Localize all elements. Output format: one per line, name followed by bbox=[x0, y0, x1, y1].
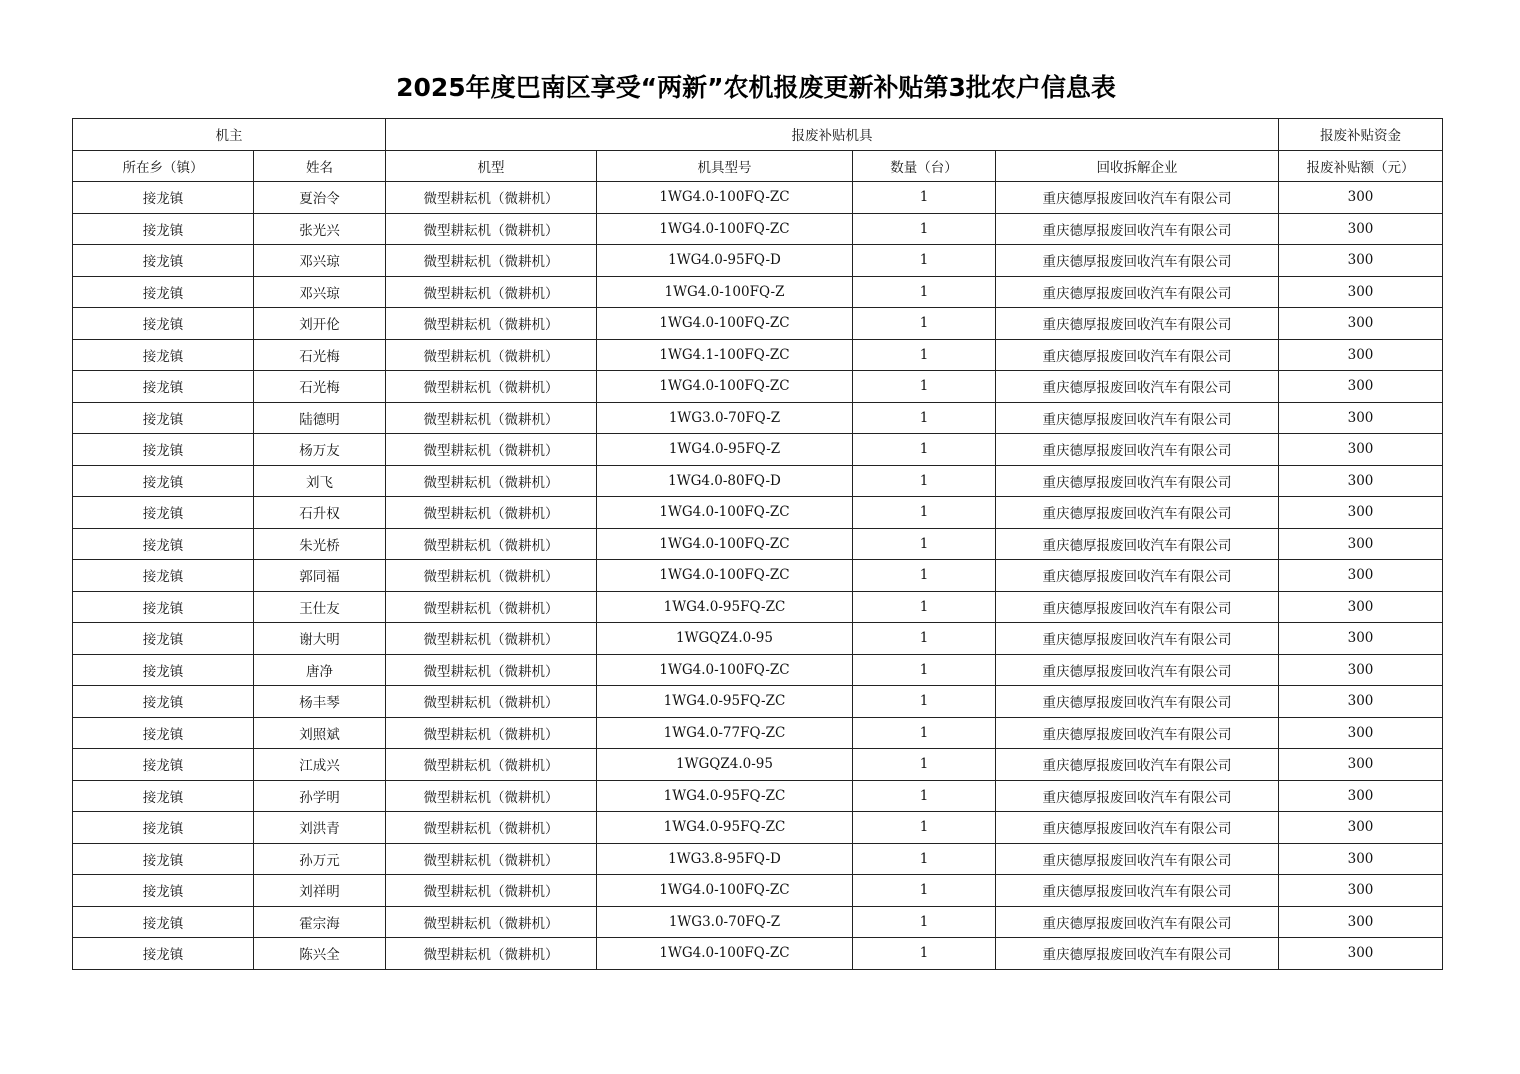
cell-machine-type: 微型耕耘机（微耕机） bbox=[386, 906, 597, 938]
cell-machine-type: 微型耕耘机（微耕机） bbox=[386, 591, 597, 623]
cell-model-number: 1WG4.0-100FQ-ZC bbox=[597, 182, 853, 214]
header-group-owner: 机主 bbox=[73, 119, 386, 151]
cell-township: 接龙镇 bbox=[73, 812, 254, 844]
cell-name: 刘飞 bbox=[254, 465, 386, 497]
table-row bbox=[73, 906, 1443, 938]
cell-name: 刘照斌 bbox=[254, 717, 386, 749]
table-row bbox=[73, 213, 1443, 245]
cell-township: 接龙镇 bbox=[73, 843, 254, 875]
cell-recycling-company: 重庆德厚报废回收汽车有限公司 bbox=[996, 497, 1279, 529]
cell-model-number: 1WG4.0-100FQ-ZC bbox=[597, 308, 853, 340]
cell-machine-type: 微型耕耘机（微耕机） bbox=[386, 465, 597, 497]
cell-model-number: 1WG4.0-77FQ-ZC bbox=[597, 717, 853, 749]
cell-quantity: 1 bbox=[853, 434, 996, 466]
cell-name: 孙学明 bbox=[254, 780, 386, 812]
cell-machine-type: 微型耕耘机（微耕机） bbox=[386, 654, 597, 686]
cell-model-number: 1WGQZ4.0-95 bbox=[597, 623, 853, 655]
cell-machine-type: 微型耕耘机（微耕机） bbox=[386, 560, 597, 592]
column-header-subsidy-amount: 报废补贴额（元） bbox=[1279, 150, 1443, 182]
cell-machine-type: 微型耕耘机（微耕机） bbox=[386, 717, 597, 749]
cell-name: 杨万友 bbox=[254, 434, 386, 466]
table-body bbox=[73, 182, 1443, 970]
cell-name: 石升权 bbox=[254, 497, 386, 529]
cell-quantity: 1 bbox=[853, 308, 996, 340]
cell-name: 刘开伦 bbox=[254, 308, 386, 340]
cell-subsidy-amount: 300 bbox=[1279, 654, 1443, 686]
cell-model-number: 1WG4.0-95FQ-Z bbox=[597, 434, 853, 466]
cell-recycling-company: 重庆德厚报废回收汽车有限公司 bbox=[996, 308, 1279, 340]
cell-machine-type: 微型耕耘机（微耕机） bbox=[386, 843, 597, 875]
cell-model-number: 1WG3.0-70FQ-Z bbox=[597, 906, 853, 938]
cell-township: 接龙镇 bbox=[73, 339, 254, 371]
cell-subsidy-amount: 300 bbox=[1279, 843, 1443, 875]
cell-name: 石光梅 bbox=[254, 371, 386, 403]
table-row bbox=[73, 402, 1443, 434]
cell-machine-type: 微型耕耘机（微耕机） bbox=[386, 402, 597, 434]
cell-name: 郭同福 bbox=[254, 560, 386, 592]
cell-machine-type: 微型耕耘机（微耕机） bbox=[386, 339, 597, 371]
cell-recycling-company: 重庆德厚报废回收汽车有限公司 bbox=[996, 780, 1279, 812]
cell-township: 接龙镇 bbox=[73, 434, 254, 466]
table-row bbox=[73, 686, 1443, 718]
column-header-model-number: 机具型号 bbox=[597, 150, 853, 182]
cell-recycling-company: 重庆德厚报废回收汽车有限公司 bbox=[996, 245, 1279, 277]
column-header-name: 姓名 bbox=[254, 150, 386, 182]
cell-township: 接龙镇 bbox=[73, 560, 254, 592]
cell-quantity: 1 bbox=[853, 780, 996, 812]
table-row bbox=[73, 938, 1443, 970]
cell-quantity: 1 bbox=[853, 560, 996, 592]
cell-recycling-company: 重庆德厚报废回收汽车有限公司 bbox=[996, 560, 1279, 592]
cell-subsidy-amount: 300 bbox=[1279, 402, 1443, 434]
cell-township: 接龙镇 bbox=[73, 276, 254, 308]
cell-model-number: 1WG4.0-100FQ-ZC bbox=[597, 875, 853, 907]
cell-subsidy-amount: 300 bbox=[1279, 875, 1443, 907]
cell-township: 接龙镇 bbox=[73, 780, 254, 812]
cell-model-number: 1WG4.0-100FQ-ZC bbox=[597, 560, 853, 592]
table-row bbox=[73, 434, 1443, 466]
cell-machine-type: 微型耕耘机（微耕机） bbox=[386, 686, 597, 718]
cell-recycling-company: 重庆德厚报废回收汽车有限公司 bbox=[996, 749, 1279, 781]
cell-name: 石光梅 bbox=[254, 339, 386, 371]
cell-model-number: 1WG3.0-70FQ-Z bbox=[597, 402, 853, 434]
table-row bbox=[73, 812, 1443, 844]
table-row bbox=[73, 371, 1443, 403]
cell-quantity: 1 bbox=[853, 276, 996, 308]
table-row bbox=[73, 875, 1443, 907]
table-row bbox=[73, 780, 1443, 812]
cell-recycling-company: 重庆德厚报废回收汽车有限公司 bbox=[996, 371, 1279, 403]
cell-model-number: 1WG4.0-95FQ-ZC bbox=[597, 686, 853, 718]
table-row bbox=[73, 623, 1443, 655]
cell-recycling-company: 重庆德厚报废回收汽车有限公司 bbox=[996, 276, 1279, 308]
cell-subsidy-amount: 300 bbox=[1279, 308, 1443, 340]
cell-quantity: 1 bbox=[853, 465, 996, 497]
cell-machine-type: 微型耕耘机（微耕机） bbox=[386, 749, 597, 781]
cell-subsidy-amount: 300 bbox=[1279, 182, 1443, 214]
cell-recycling-company: 重庆德厚报废回收汽车有限公司 bbox=[996, 182, 1279, 214]
cell-subsidy-amount: 300 bbox=[1279, 497, 1443, 529]
cell-model-number: 1WG4.0-80FQ-D bbox=[597, 465, 853, 497]
cell-quantity: 1 bbox=[853, 906, 996, 938]
cell-township: 接龙镇 bbox=[73, 245, 254, 277]
cell-machine-type: 微型耕耘机（微耕机） bbox=[386, 308, 597, 340]
cell-quantity: 1 bbox=[853, 182, 996, 214]
table-row bbox=[73, 465, 1443, 497]
header-column-row bbox=[73, 150, 1443, 182]
header-group-funds: 报废补贴资金 bbox=[1279, 119, 1443, 151]
cell-township: 接龙镇 bbox=[73, 371, 254, 403]
table-row bbox=[73, 308, 1443, 340]
cell-subsidy-amount: 300 bbox=[1279, 276, 1443, 308]
table-row bbox=[73, 654, 1443, 686]
cell-model-number: 1WG4.0-100FQ-ZC bbox=[597, 528, 853, 560]
cell-machine-type: 微型耕耘机（微耕机） bbox=[386, 938, 597, 970]
cell-township: 接龙镇 bbox=[73, 717, 254, 749]
cell-quantity: 1 bbox=[853, 497, 996, 529]
cell-machine-type: 微型耕耘机（微耕机） bbox=[386, 623, 597, 655]
cell-machine-type: 微型耕耘机（微耕机） bbox=[386, 213, 597, 245]
cell-subsidy-amount: 300 bbox=[1279, 371, 1443, 403]
cell-machine-type: 微型耕耘机（微耕机） bbox=[386, 497, 597, 529]
cell-township: 接龙镇 bbox=[73, 308, 254, 340]
cell-machine-type: 微型耕耘机（微耕机） bbox=[386, 875, 597, 907]
cell-name: 邓兴琼 bbox=[254, 276, 386, 308]
cell-machine-type: 微型耕耘机（微耕机） bbox=[386, 371, 597, 403]
cell-subsidy-amount: 300 bbox=[1279, 434, 1443, 466]
cell-model-number: 1WG4.0-100FQ-ZC bbox=[597, 497, 853, 529]
cell-township: 接龙镇 bbox=[73, 182, 254, 214]
cell-recycling-company: 重庆德厚报废回收汽车有限公司 bbox=[996, 402, 1279, 434]
cell-recycling-company: 重庆德厚报废回收汽车有限公司 bbox=[996, 591, 1279, 623]
cell-name: 谢大明 bbox=[254, 623, 386, 655]
cell-recycling-company: 重庆德厚报废回收汽车有限公司 bbox=[996, 465, 1279, 497]
cell-name: 王仕友 bbox=[254, 591, 386, 623]
cell-quantity: 1 bbox=[853, 402, 996, 434]
cell-township: 接龙镇 bbox=[73, 686, 254, 718]
cell-quantity: 1 bbox=[853, 339, 996, 371]
cell-recycling-company: 重庆德厚报废回收汽车有限公司 bbox=[996, 875, 1279, 907]
cell-quantity: 1 bbox=[853, 654, 996, 686]
cell-quantity: 1 bbox=[853, 875, 996, 907]
cell-model-number: 1WGQZ4.0-95 bbox=[597, 749, 853, 781]
cell-township: 接龙镇 bbox=[73, 528, 254, 560]
cell-township: 接龙镇 bbox=[73, 591, 254, 623]
cell-recycling-company: 重庆德厚报废回收汽车有限公司 bbox=[996, 654, 1279, 686]
table-row bbox=[73, 843, 1443, 875]
cell-subsidy-amount: 300 bbox=[1279, 938, 1443, 970]
cell-name: 邓兴琼 bbox=[254, 245, 386, 277]
cell-recycling-company: 重庆德厚报废回收汽车有限公司 bbox=[996, 717, 1279, 749]
cell-township: 接龙镇 bbox=[73, 875, 254, 907]
table-row bbox=[73, 497, 1443, 529]
cell-model-number: 1WG4.0-100FQ-ZC bbox=[597, 654, 853, 686]
cell-name: 陆德明 bbox=[254, 402, 386, 434]
cell-machine-type: 微型耕耘机（微耕机） bbox=[386, 812, 597, 844]
cell-township: 接龙镇 bbox=[73, 465, 254, 497]
cell-township: 接龙镇 bbox=[73, 213, 254, 245]
cell-model-number: 1WG3.8-95FQ-D bbox=[597, 843, 853, 875]
table-row bbox=[73, 749, 1443, 781]
cell-subsidy-amount: 300 bbox=[1279, 780, 1443, 812]
cell-township: 接龙镇 bbox=[73, 749, 254, 781]
cell-recycling-company: 重庆德厚报废回收汽车有限公司 bbox=[996, 686, 1279, 718]
cell-machine-type: 微型耕耘机（微耕机） bbox=[386, 276, 597, 308]
cell-quantity: 1 bbox=[853, 591, 996, 623]
table-row bbox=[73, 591, 1443, 623]
cell-subsidy-amount: 300 bbox=[1279, 623, 1443, 655]
cell-quantity: 1 bbox=[853, 245, 996, 277]
cell-subsidy-amount: 300 bbox=[1279, 812, 1443, 844]
cell-subsidy-amount: 300 bbox=[1279, 686, 1443, 718]
cell-name: 刘洪青 bbox=[254, 812, 386, 844]
column-header-quantity: 数量（台） bbox=[853, 150, 996, 182]
column-header-recycling-company: 回收拆解企业 bbox=[996, 150, 1279, 182]
cell-subsidy-amount: 300 bbox=[1279, 465, 1443, 497]
cell-name: 张光兴 bbox=[254, 213, 386, 245]
table-row bbox=[73, 717, 1443, 749]
cell-name: 江成兴 bbox=[254, 749, 386, 781]
cell-recycling-company: 重庆德厚报废回收汽车有限公司 bbox=[996, 434, 1279, 466]
cell-model-number: 1WG4.0-95FQ-ZC bbox=[597, 780, 853, 812]
cell-recycling-company: 重庆德厚报废回收汽车有限公司 bbox=[996, 339, 1279, 371]
cell-recycling-company: 重庆德厚报废回收汽车有限公司 bbox=[996, 843, 1279, 875]
column-header-machine-type: 机型 bbox=[386, 150, 597, 182]
cell-machine-type: 微型耕耘机（微耕机） bbox=[386, 245, 597, 277]
cell-quantity: 1 bbox=[853, 371, 996, 403]
cell-recycling-company: 重庆德厚报废回收汽车有限公司 bbox=[996, 812, 1279, 844]
table-row bbox=[73, 276, 1443, 308]
cell-subsidy-amount: 300 bbox=[1279, 213, 1443, 245]
cell-recycling-company: 重庆德厚报废回收汽车有限公司 bbox=[996, 213, 1279, 245]
cell-subsidy-amount: 300 bbox=[1279, 560, 1443, 592]
cell-subsidy-amount: 300 bbox=[1279, 906, 1443, 938]
cell-machine-type: 微型耕耘机（微耕机） bbox=[386, 434, 597, 466]
cell-subsidy-amount: 300 bbox=[1279, 591, 1443, 623]
cell-quantity: 1 bbox=[853, 686, 996, 718]
cell-quantity: 1 bbox=[853, 213, 996, 245]
cell-model-number: 1WG4.0-95FQ-D bbox=[597, 245, 853, 277]
table-row bbox=[73, 245, 1443, 277]
cell-name: 唐净 bbox=[254, 654, 386, 686]
cell-quantity: 1 bbox=[853, 623, 996, 655]
cell-subsidy-amount: 300 bbox=[1279, 245, 1443, 277]
cell-subsidy-amount: 300 bbox=[1279, 339, 1443, 371]
cell-model-number: 1WG4.0-100FQ-ZC bbox=[597, 213, 853, 245]
cell-model-number: 1WG4.1-100FQ-ZC bbox=[597, 339, 853, 371]
table-row bbox=[73, 528, 1443, 560]
cell-name: 夏治令 bbox=[254, 182, 386, 214]
header-group-machinery: 报废补贴机具 bbox=[386, 119, 1279, 151]
cell-quantity: 1 bbox=[853, 812, 996, 844]
cell-name: 孙万元 bbox=[254, 843, 386, 875]
cell-model-number: 1WG4.0-100FQ-ZC bbox=[597, 371, 853, 403]
table-row bbox=[73, 560, 1443, 592]
cell-subsidy-amount: 300 bbox=[1279, 749, 1443, 781]
cell-machine-type: 微型耕耘机（微耕机） bbox=[386, 182, 597, 214]
cell-quantity: 1 bbox=[853, 843, 996, 875]
cell-township: 接龙镇 bbox=[73, 402, 254, 434]
cell-name: 杨丰琴 bbox=[254, 686, 386, 718]
cell-subsidy-amount: 300 bbox=[1279, 528, 1443, 560]
cell-quantity: 1 bbox=[853, 938, 996, 970]
cell-subsidy-amount: 300 bbox=[1279, 717, 1443, 749]
cell-model-number: 1WG4.0-95FQ-ZC bbox=[597, 812, 853, 844]
table-row bbox=[73, 339, 1443, 371]
cell-machine-type: 微型耕耘机（微耕机） bbox=[386, 780, 597, 812]
cell-quantity: 1 bbox=[853, 528, 996, 560]
cell-model-number: 1WG4.0-100FQ-Z bbox=[597, 276, 853, 308]
header-group-row bbox=[73, 119, 1443, 151]
cell-township: 接龙镇 bbox=[73, 623, 254, 655]
cell-model-number: 1WG4.0-100FQ-ZC bbox=[597, 938, 853, 970]
cell-township: 接龙镇 bbox=[73, 938, 254, 970]
page-title: 2025年度巴南区享受“两新”农机报废更新补贴第3批农户信息表 bbox=[396, 73, 1116, 102]
cell-township: 接龙镇 bbox=[73, 654, 254, 686]
cell-recycling-company: 重庆德厚报废回收汽车有限公司 bbox=[996, 623, 1279, 655]
cell-recycling-company: 重庆德厚报废回收汽车有限公司 bbox=[996, 528, 1279, 560]
cell-quantity: 1 bbox=[853, 717, 996, 749]
table-row bbox=[73, 182, 1443, 214]
cell-model-number: 1WG4.0-95FQ-ZC bbox=[597, 591, 853, 623]
cell-name: 陈兴全 bbox=[254, 938, 386, 970]
cell-name: 霍宗海 bbox=[254, 906, 386, 938]
cell-name: 刘祥明 bbox=[254, 875, 386, 907]
cell-township: 接龙镇 bbox=[73, 906, 254, 938]
cell-name: 朱光桥 bbox=[254, 528, 386, 560]
column-header-township: 所在乡（镇） bbox=[73, 150, 254, 182]
cell-quantity: 1 bbox=[853, 749, 996, 781]
farmer-info-table bbox=[72, 118, 1443, 970]
cell-machine-type: 微型耕耘机（微耕机） bbox=[386, 528, 597, 560]
cell-township: 接龙镇 bbox=[73, 497, 254, 529]
cell-recycling-company: 重庆德厚报废回收汽车有限公司 bbox=[996, 938, 1279, 970]
cell-recycling-company: 重庆德厚报废回收汽车有限公司 bbox=[996, 906, 1279, 938]
